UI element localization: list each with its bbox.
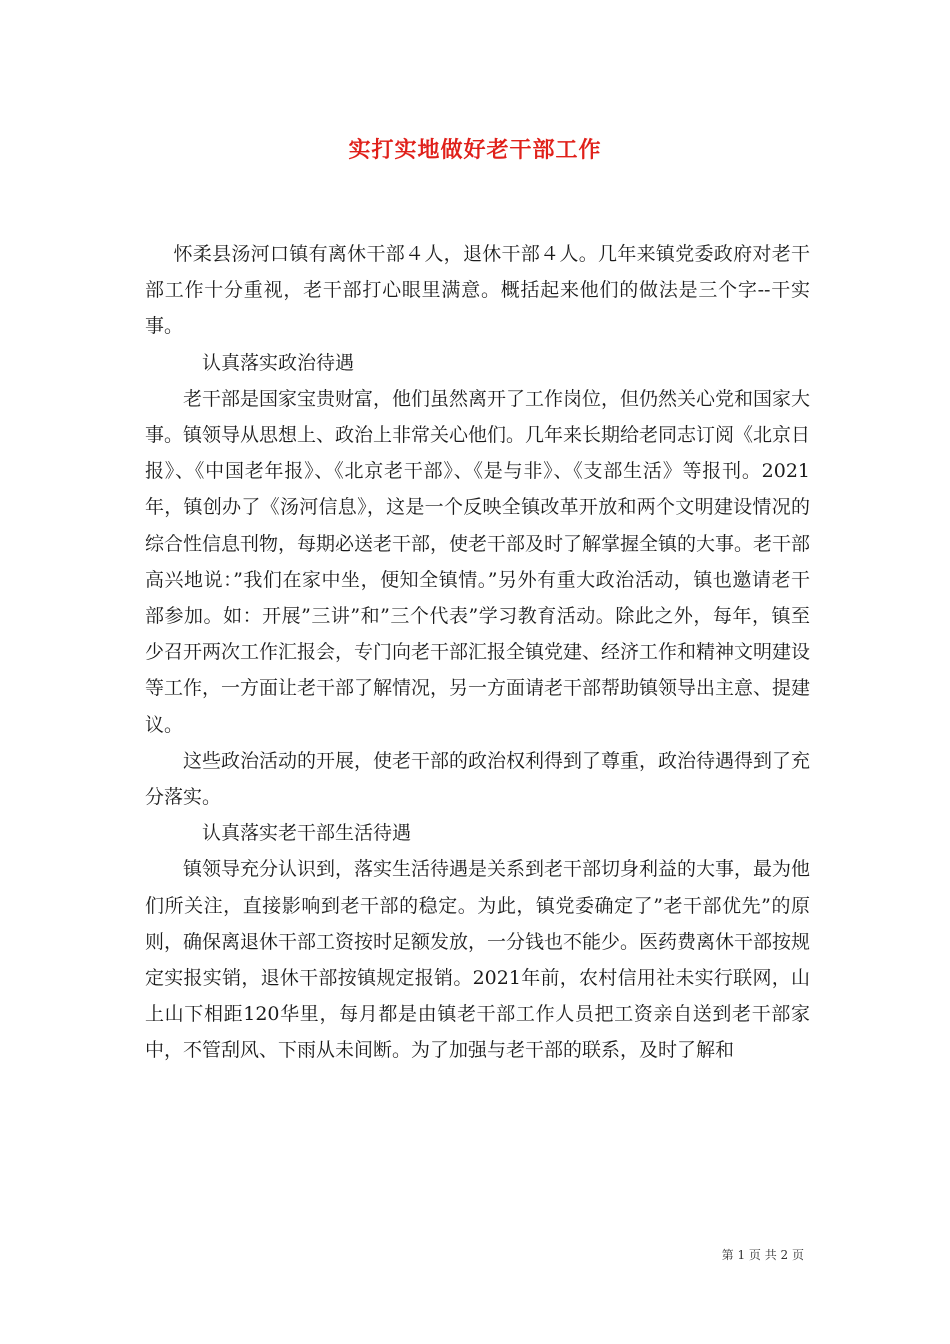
body-paragraph: 镇领导充分认识到，落实生活待遇是关系到老干部切身利益的大事，最为他们所关注，直接影响到老干部的稳定。为此，镇党委确定了”老干部优先”的原则，确保离退休干部工资按时足额发放，一分钱也不能少。医药费离休干部按规定实报实销，退休干部按镇规定报销。2021年前，农村信用社未实行联网，山上山下相距120华里，每月都是由镇老干部工作人员把工资亲自送到老干部家中，不管刮风、下雨从未间断。为了加强与老干部的联系，及时了解和 xyxy=(145,858,811,1062)
intro-paragraph: 怀柔县汤河口镇有离休干部４人，退休干部４人。几年来镇党委政府对老干部工作十分重视，老干部打心眼里满意。概括起来他们的做法是三个字--干实事。 xyxy=(145,243,810,338)
document-title: 实打实地做好老干部工作 xyxy=(348,137,602,163)
document-body xyxy=(145,236,810,1069)
page-number: 第 1 页 共 2 页 xyxy=(721,1248,804,1262)
section-heading-living: 认真落实老干部生活待遇 xyxy=(202,822,412,845)
body-paragraph: 这些政治活动的开展，使老干部的政治权利得到了尊重，政治待遇得到了充分落实。 xyxy=(145,749,811,809)
section-heading-political: 认真落实政治待遇 xyxy=(202,351,355,374)
body-paragraph: 老干部是国家宝贵财富，他们虽然离开了工作岗位，但仍然关心党和国家大事。镇领导从思想上、政治上非常关心他们。几年来长期给老同志订阅《北京日报》、《中国老年报》、《北京老干部》、《是与非》、《支部生活》等报刊。2021年，镇创办了《汤河信息》，这是一个反映全镇改革开放和两个文明建设情况的综合性信息刊物，每期必送老干部，使老干部及时了解掌握全镇的大事。老干部高兴地说：”我们在家中坐，便知全镇情。”另外有重大政治活动，镇也邀请老干部参加。如：开展”三讲”和”三个代表”学习教育活动。除此之外，每年，镇至少召开两次工作汇报会，专门向老干部汇报全镇党建、经济工作和精神文明建设等工作，一方面让老干部了解情况，另一方面请老干部帮助镇领导出主意、提建议。 xyxy=(145,387,811,736)
